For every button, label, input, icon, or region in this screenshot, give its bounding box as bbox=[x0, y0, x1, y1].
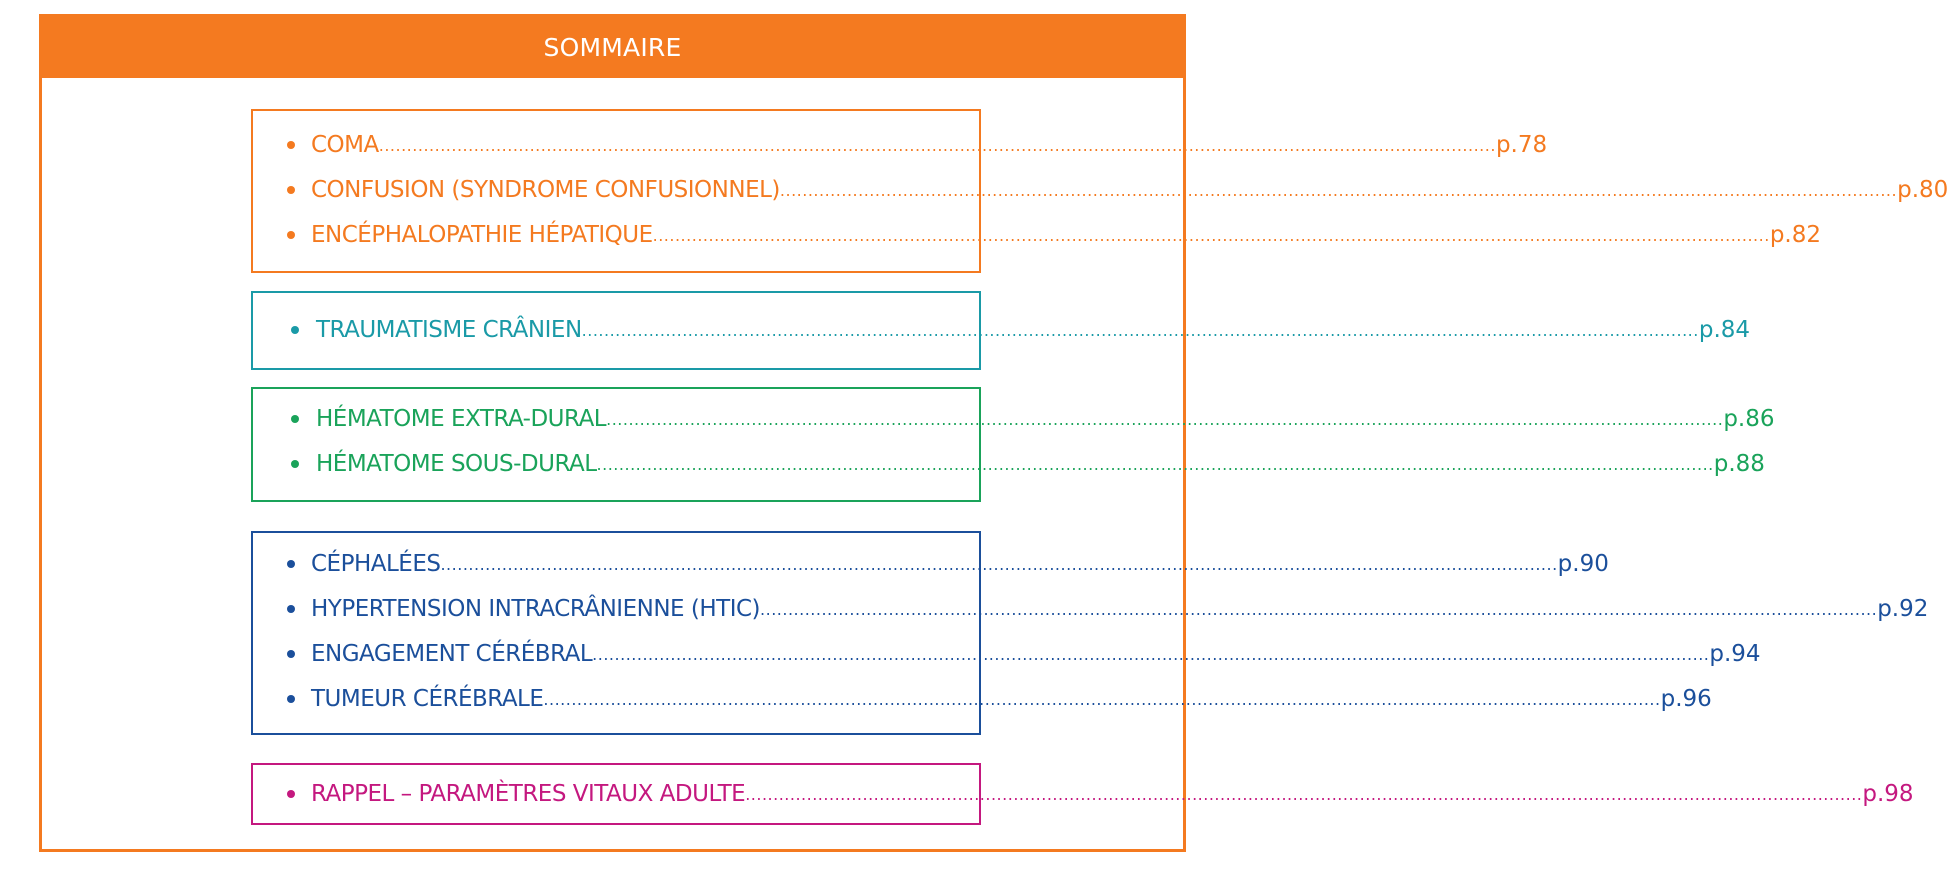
toc-entry[interactable] bbox=[253, 128, 1548, 162]
dot-leader: ........................................................................................................................................................................................................ bbox=[779, 181, 1898, 200]
dot-leader: ........................................................................................................................................................................................................ bbox=[745, 785, 1863, 804]
entry-page: p.92 bbox=[1877, 596, 1929, 622]
entry-page: p.86 bbox=[1723, 406, 1775, 432]
entry-title: HYPERTENSION INTRACRÂNIENNE (HTIC) bbox=[311, 596, 761, 622]
entry-page: p.98 bbox=[1862, 781, 1914, 807]
toc-entry[interactable] bbox=[253, 313, 1751, 347]
entry-page: p.82 bbox=[1769, 222, 1821, 248]
toc-entry[interactable] bbox=[253, 447, 1765, 481]
bullet-icon bbox=[287, 560, 295, 568]
entry-page: p.88 bbox=[1713, 451, 1765, 477]
dot-leader: ........................................................................................................................................................................................................ bbox=[652, 226, 1770, 245]
dot-leader: ........................................................................................................................................................................................................ bbox=[581, 321, 1699, 340]
section-box-coma bbox=[251, 109, 1948, 273]
toc-entry[interactable] bbox=[253, 547, 1609, 581]
bullet-icon bbox=[287, 650, 295, 658]
toc-entry[interactable] bbox=[253, 402, 1775, 436]
bullet-icon bbox=[287, 231, 295, 239]
summary-title: SOMMAIRE bbox=[543, 33, 682, 62]
bullet-icon bbox=[287, 141, 295, 149]
section-box-trauma bbox=[251, 291, 1751, 370]
toc-entry[interactable] bbox=[253, 173, 1948, 207]
toc-entry[interactable] bbox=[253, 777, 1914, 811]
entry-page: p.90 bbox=[1557, 551, 1609, 577]
section-box-rappel bbox=[251, 763, 1914, 825]
entry-page: p.94 bbox=[1709, 641, 1761, 667]
entry-page: p.96 bbox=[1660, 686, 1712, 712]
dot-leader: ........................................................................................................................................................................................................ bbox=[606, 410, 1724, 429]
entry-title: TRAUMATISME CRÂNIEN bbox=[316, 317, 582, 343]
summary-header bbox=[42, 17, 1183, 78]
entry-page: p.80 bbox=[1897, 177, 1948, 203]
dot-leader: ........................................................................................................................................................................................................ bbox=[440, 555, 1558, 574]
bullet-icon bbox=[291, 415, 299, 423]
toc-entry[interactable] bbox=[253, 682, 1712, 716]
dot-leader: ........................................................................................................................................................................................................ bbox=[543, 690, 1661, 709]
bullet-icon bbox=[291, 460, 299, 468]
entry-title: CONFUSION (SYNDROME CONFUSIONNEL) bbox=[311, 177, 780, 203]
dot-leader: ........................................................................................................................................................................................................ bbox=[596, 455, 1714, 474]
section-box-cephalees bbox=[251, 531, 1929, 735]
entry-title: HÉMATOME EXTRA-DURAL bbox=[316, 406, 607, 432]
entry-title: HÉMATOME SOUS-DURAL bbox=[316, 451, 597, 477]
toc-entry[interactable] bbox=[253, 218, 1821, 252]
bullet-icon bbox=[291, 326, 299, 334]
entry-title: CÉPHALÉES bbox=[311, 551, 441, 577]
dot-leader: ........................................................................................................................................................................................................ bbox=[760, 600, 1878, 619]
toc-entry[interactable] bbox=[253, 637, 1761, 671]
entry-title: ENCÉPHALOPATHIE HÉPATIQUE bbox=[311, 222, 653, 248]
entry-page: p.78 bbox=[1495, 132, 1548, 158]
toc-entry[interactable] bbox=[253, 592, 1929, 626]
entry-page: p.84 bbox=[1698, 317, 1751, 343]
bullet-icon bbox=[287, 605, 295, 613]
bullet-icon bbox=[287, 186, 295, 194]
section-box-hematome bbox=[251, 387, 1775, 502]
dot-leader: ........................................................................................................................................................................................................ bbox=[378, 136, 1496, 155]
entry-title: ENGAGEMENT CÉRÉBRAL bbox=[311, 641, 593, 667]
bullet-icon bbox=[287, 695, 295, 703]
entry-title: TUMEUR CÉRÉBRALE bbox=[311, 686, 544, 712]
bullet-icon bbox=[287, 790, 295, 798]
entry-title: RAPPEL – PARAMÈTRES VITAUX ADULTE bbox=[311, 781, 746, 807]
dot-leader: ........................................................................................................................................................................................................ bbox=[592, 645, 1710, 664]
entry-title: COMA bbox=[311, 132, 379, 158]
summary-frame bbox=[39, 14, 1948, 852]
